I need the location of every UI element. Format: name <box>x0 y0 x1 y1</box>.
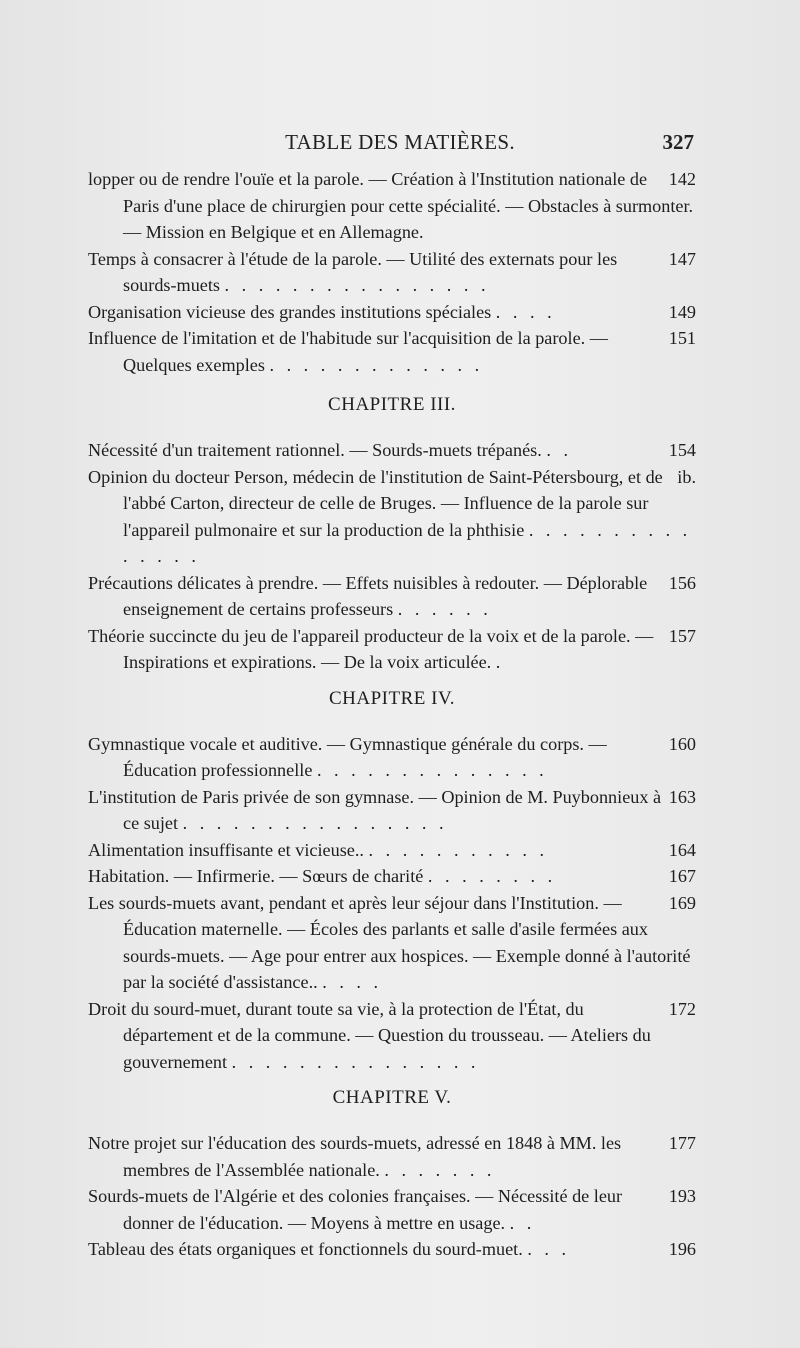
toc-page: 160 <box>668 733 696 754</box>
chapter-heading: CHAPITRE III. <box>328 394 456 415</box>
toc-text: Théorie succincte du jeu de l'appareil producteur de la voix et de la parole. — Inspirations et expirations. — De la voix articulée. <box>88 625 654 672</box>
running-header <box>0 126 800 160</box>
toc-leaders: . . . . . . . . . . . . . . . <box>231 1051 480 1072</box>
toc-entry <box>88 325 696 378</box>
toc-page: 167 <box>668 866 696 886</box>
toc-page: 164 <box>668 839 696 860</box>
toc-entry <box>88 996 696 1076</box>
toc-entry <box>88 1130 696 1183</box>
toc-leaders: . . . . . . . . <box>427 866 557 886</box>
toc-page: 156 <box>668 572 696 593</box>
toc-text: Les sourds-muets avant, pendant et après leur séjour dans l'Institution. — Éducation maternelle. — Écoles des parlants et salle d'asile fermées aux sourds-muets. — Age pour entrer aux hospices. — Exemple donné à l'autorité par la société d'assistance.. <box>88 892 691 992</box>
toc-entry <box>88 837 696 864</box>
toc-entry <box>88 246 696 299</box>
toc-leaders: . . . <box>527 1239 571 1259</box>
toc-leaders: . . . . . . <box>397 599 492 619</box>
toc-text: Habitation. — Infirmerie. — Sœurs de charité <box>88 866 424 886</box>
toc-text: lopper ou de rendre l'ouïe et la parole. — Création à l'Institution nationale de Paris d'une place de chirurgien pour cette spécialité. — Obstacles à surmonter. — Mission en Belgique et en Allemagne. <box>88 169 694 242</box>
running-title: TABLE DES MATIÈRES. <box>285 130 515 154</box>
toc-text: Gymnastique vocale et auditive. — Gymnastique générale du corps. — Éducation professionnelle <box>88 733 607 780</box>
toc-page: 147 <box>668 248 696 269</box>
toc-page: 172 <box>668 998 696 1019</box>
toc-text: Influence de l'imitation et de l'habitude sur l'acquisition de la parole. — Quelques exemples <box>88 328 608 375</box>
toc-entry <box>88 1236 696 1263</box>
toc-text: Temps à consacrer à l'étude de la parole. — Utilité des externats pour les sourds-muets <box>88 248 618 295</box>
toc-text: Notre projet sur l'éducation des sourds-muets, adressé en 1848 à MM. les membres de l'Assemblée nationale. <box>88 1133 622 1180</box>
toc-leaders: . . <box>546 440 572 460</box>
toc-leaders: . . . . . . . . . . . . . . . . <box>182 813 448 833</box>
toc-text: Sourds-muets de l'Algérie et des colonies françaises. — Nécessité de leur donner de l'éducation. — Moyens à mettre en usage. <box>88 1186 623 1233</box>
toc-entry <box>88 570 696 623</box>
toc-page: 177 <box>668 1133 696 1153</box>
toc-text: Nécessité d'un traitement rationnel. — Sourds-muets trépanés. <box>88 440 542 460</box>
toc-entry <box>88 784 696 837</box>
toc-page: 193 <box>668 1186 696 1206</box>
toc-page: 163 <box>668 786 696 807</box>
page-number: 327 <box>662 130 694 154</box>
toc-entry <box>88 166 696 246</box>
toc-text: Droit du sourd-muet, durant toute sa vie, à la protection de l'État, du département et de la commune. — Question du trousseau. — Ateliers du gouvernement <box>88 998 651 1072</box>
toc-text: Opinion du docteur Person, médecin de l'institution de Saint-Pétersbourg, et de l'abbé Carton, directeur de celle de Bruges. — Influence de la parole sur l'appareil pulmonaire et sur la production de la phthisie <box>88 466 663 540</box>
toc-entry <box>88 464 696 570</box>
chapter-heading: CHAPITRE IV. <box>329 687 455 709</box>
toc-text: Précautions délicates à prendre. — Effets nuisibles à redouter. — Déplorable enseignement de certains professeurs <box>88 572 648 619</box>
toc-leaders: . . . . . . . . . . . . . . . . <box>224 275 490 295</box>
toc-leaders: . . . . . . . . . . . . . . <box>316 760 548 780</box>
toc-page: 151 <box>668 328 696 348</box>
toc-leaders: . . <box>509 1212 536 1233</box>
toc-entry <box>88 890 696 996</box>
toc-page: 154 <box>668 440 696 460</box>
toc-page: 196 <box>668 1239 696 1259</box>
toc-page: 157 <box>668 625 696 646</box>
toc-leaders: . . . . <box>322 972 383 992</box>
toc-text: L'institution de Paris privée de son gymnase. — Opinion de M. Puybonnieux à ce sujet <box>88 786 662 833</box>
toc-text: Alimentation insuffisante et vicieuse.. <box>88 839 364 860</box>
toc-entry <box>88 623 696 676</box>
toc-text: Tableau des états organiques et fonctionnels du sourd-muet. <box>88 1239 523 1259</box>
chapter-heading: CHAPITRE V. <box>332 1087 452 1108</box>
toc-leaders: . . . . . . . . . . . . . <box>269 354 484 375</box>
toc-leaders: . . . . . . . . . . . <box>368 839 548 860</box>
toc-page: 149 <box>668 301 696 322</box>
toc-leaders: . <box>495 652 505 672</box>
toc-entry <box>88 437 696 464</box>
toc-leaders: . . . . . . . . . . . . . . . <box>123 519 692 566</box>
toc-entry <box>88 299 696 326</box>
table-of-contents <box>88 166 696 1263</box>
toc-entry <box>88 1183 696 1236</box>
toc-page: 142 <box>668 169 696 189</box>
toc-page: ib. <box>677 466 696 487</box>
toc-text: Organisation vicieuse des grandes institutions spéciales <box>88 301 492 322</box>
toc-leaders: . . . . . . . <box>384 1159 496 1180</box>
toc-entry <box>88 731 696 784</box>
toc-entry <box>88 863 696 890</box>
toc-leaders: . . . . <box>495 301 556 322</box>
toc-page: 169 <box>668 892 696 913</box>
